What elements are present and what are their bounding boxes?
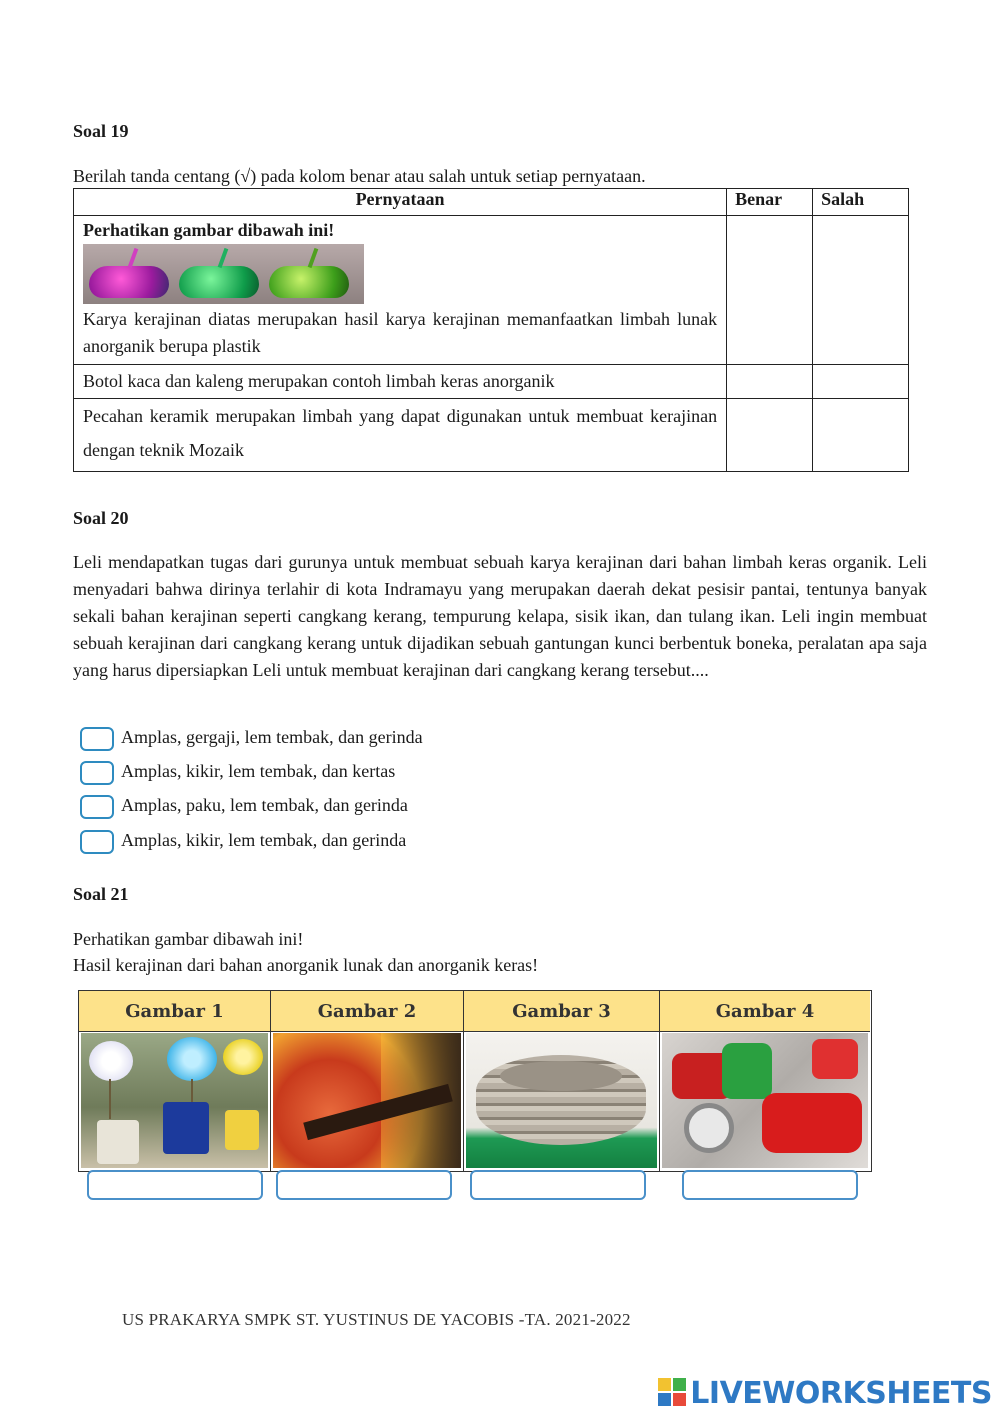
soal-20-title: Soal 20: [73, 508, 129, 528]
gambar-1-label: Gambar 1: [79, 991, 270, 1032]
row2-text: Botol kaca dan kaleng merupakan contoh limbah keras anorganik: [74, 365, 727, 399]
brand-text: LIVEWORKSHEETS: [690, 1376, 992, 1411]
gallery-cell-4: [660, 991, 870, 1171]
table-row: [74, 399, 909, 472]
gallery-cell-3: [464, 991, 660, 1171]
table-header-row: [74, 189, 909, 216]
answer-box-4[interactable]: [682, 1170, 858, 1200]
option-label: Amplas, gergaji, lem tembak, dan gerinda: [121, 727, 423, 747]
soal-21-title: Soal 21: [73, 884, 129, 904]
statement-cell: [74, 216, 727, 365]
gambar-3-label: Gambar 3: [464, 991, 659, 1032]
soal-20-question: Leli mendapatkan tugas dari gurunya untuk membuat sebuah karya kerajinan dari bahan limbah keras organik. Leli menyadari bahwa dirinya terlahir di kota Indramayu yang merupakan daerah dekat pesisir pantai, tentunya banyak sekali bahan kerajinan seperti cangkang kerang, tempurung kelapa, sisik ikan, dan tulang ikan. Leli ingin membuat sebuah kerajinan dari cangkang kerang untuk dijadikan sebuah gantungan kunci berbentuk boneka, peralatan apa saja yang harus dipersiapkan Leli untuk membuat kerajinan dari cangkang kerang tersebut....: [73, 552, 927, 680]
row1-heading: Perhatikan gambar dibawah ini!: [83, 220, 335, 240]
liveworksheets-brand[interactable]: [658, 1376, 992, 1412]
benar-cell[interactable]: [727, 399, 813, 472]
option-checkbox[interactable]: [80, 761, 114, 785]
soal-21-line2: Hasil kerajinan dari bahan anorganik lunak dan anorganik keras!: [73, 955, 539, 975]
benar-cell[interactable]: [727, 216, 813, 365]
header-benar: Benar: [727, 189, 813, 216]
gallery-cell-1: [79, 991, 271, 1171]
statement-table: [73, 188, 909, 472]
flower-pot-image: [81, 1033, 268, 1168]
footer-text: US PRAKARYA SMPK ST. YUSTINUS DE YACOBIS -TA. 2021-2022: [122, 1310, 631, 1329]
header-salah: Salah: [813, 189, 909, 216]
option-label: Amplas, paku, lem tembak, dan gerinda: [121, 795, 408, 815]
row3-text: Pecahan keramik merupakan limbah yang dapat digunakan untuk membuat kerajinan dengan teknik Mozaik: [74, 399, 727, 472]
soal-21-line1: Perhatikan gambar dibawah ini!: [73, 929, 304, 949]
can-motorbike-image: [662, 1033, 868, 1168]
soal-19-title: Soal 19: [73, 121, 129, 141]
row1-text: Karya kerajinan diatas merupakan hasil karya kerajinan memanfaatkan limbah lunak anorganik berupa plastik: [83, 309, 718, 356]
option-checkbox[interactable]: [80, 727, 114, 751]
salah-cell[interactable]: [813, 365, 909, 399]
answer-box-1[interactable]: [87, 1170, 263, 1200]
option-checkbox[interactable]: [80, 795, 114, 819]
option-checkbox[interactable]: [80, 830, 114, 854]
table-row: [74, 365, 909, 399]
gallery-cell-2: [271, 991, 464, 1171]
answer-box-2[interactable]: [276, 1170, 452, 1200]
answer-box-3[interactable]: [470, 1170, 646, 1200]
option-label: Amplas, kikir, lem tembak, dan kertas: [121, 761, 396, 781]
header-pernyataan: Pernyataan: [74, 189, 727, 216]
gambar-4-label: Gambar 4: [660, 991, 870, 1032]
salah-cell[interactable]: [813, 216, 909, 365]
benar-cell[interactable]: [727, 365, 813, 399]
table-row: [74, 216, 909, 365]
plastic-craft-image: [83, 244, 364, 304]
gambar-2-label: Gambar 2: [271, 991, 463, 1032]
newspaper-basket-image: [466, 1033, 657, 1168]
option-label: Amplas, kikir, lem tembak, dan gerinda: [121, 830, 407, 850]
soal-19-instruction: Berilah tanda centang (√) pada kolom benar atau salah untuk setiap pernyataan.: [73, 166, 646, 186]
salah-cell[interactable]: [813, 399, 909, 472]
liveworksheets-logo-icon: [658, 1378, 686, 1406]
craft-gallery: [78, 990, 872, 1172]
seashell-lamp-image: [273, 1033, 461, 1168]
